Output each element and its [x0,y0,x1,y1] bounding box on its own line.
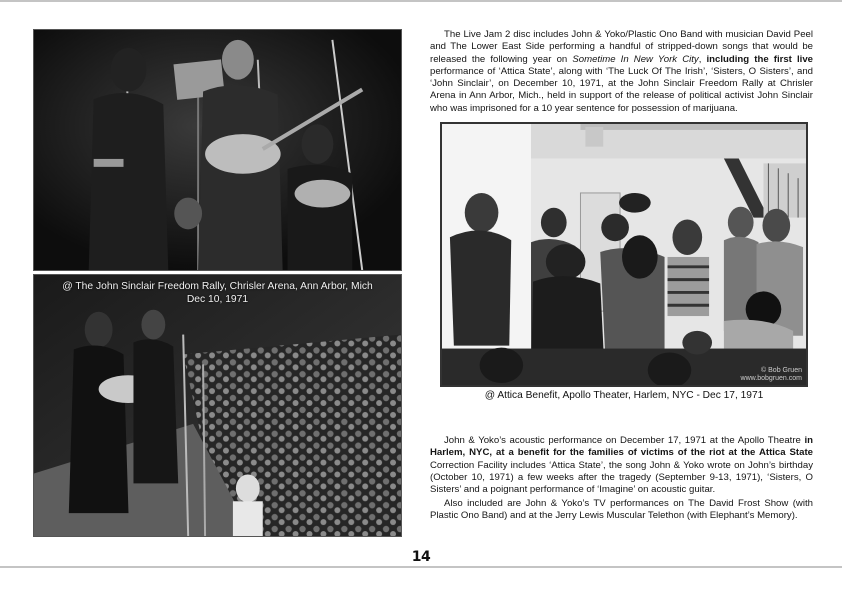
rally-photo-caption [34,280,401,306]
bottom-page-border [0,566,842,568]
para2-bold-text: in Harlem, NYC, at a benefit for the families of victims of the riot at the Attica State [430,435,813,459]
apollo-backstage-image [442,124,806,385]
rally-caption-line1: @ The John Sinclair Freedom Rally, Chrisler Arena, Ann Arbor, Mich [62,281,373,292]
top-page-border [0,0,842,2]
watermark-url: www.bobgruen.com [740,375,802,382]
article-paragraph-3 [430,498,813,523]
concert-stage-image [34,30,401,270]
album-title: Sometime In New York City [572,53,699,65]
watermark-credit: © Bob Gruen [761,367,802,374]
apollo-backstage-photo [440,122,808,387]
para1-text-c: performance of ‘Attica State’, along with ‘The Luck Of The Irish’, ‘Sisters, O Sisters’, and ‘John Sinclair’, on December 10, 1971, at the John Sinclair Freedom Rally at Chrisler Arena in Ann Arbor, Mich., held in support of the release of political activist John Sinclair who was imprisoned for a 10 year sentence for possession of marijuana. [430,65,813,114]
rally-crowd-image [34,275,401,536]
rally-caption-line2: Dec 10, 1971 [186,294,249,305]
apollo-photo-caption: @ Attica Benefit, Apollo Theater, Harlem, NYC - Dec 17, 1971 [484,390,764,401]
para3-text: Also included are John & Yoko’s TV performances on The David Frost Show (with Plastic Ono Band) and at the Jerry Lewis Muscular Telethon (with Elephant’s Memory). [430,498,813,522]
para1-text-a: The Live Jam 2 disc includes John & Yoko/Plastic Ono Band with musician David Peel and The Lower East Side performing a handful of stripped-down songs that would be released the following year on [430,29,813,65]
article-paragraph-1 [430,29,813,115]
page-number: 14 [411,549,431,565]
concert-stage-photo [33,29,402,271]
para2-text-a: John & Yoko’s acoustic performance on December 17, 1971 at the Apollo Theatre [444,435,805,446]
para2-text-b: Correction Facility includes ‘Attica State’, the song John & Yoko wrote on John’s birthday (October 10, 1971) a few weeks after the tragedy (September 9-13, 1971), ‘Sisters, O Sisters’ and a poignant performance of ‘Imagine’ on acoustic guitar. [430,459,813,496]
rally-crowd-photo [33,274,402,537]
photo-watermark [741,367,802,383]
article-paragraph-2 [430,435,813,496]
para1-text-b: , [698,53,707,65]
para1-bold-text: including the first live [706,53,813,65]
